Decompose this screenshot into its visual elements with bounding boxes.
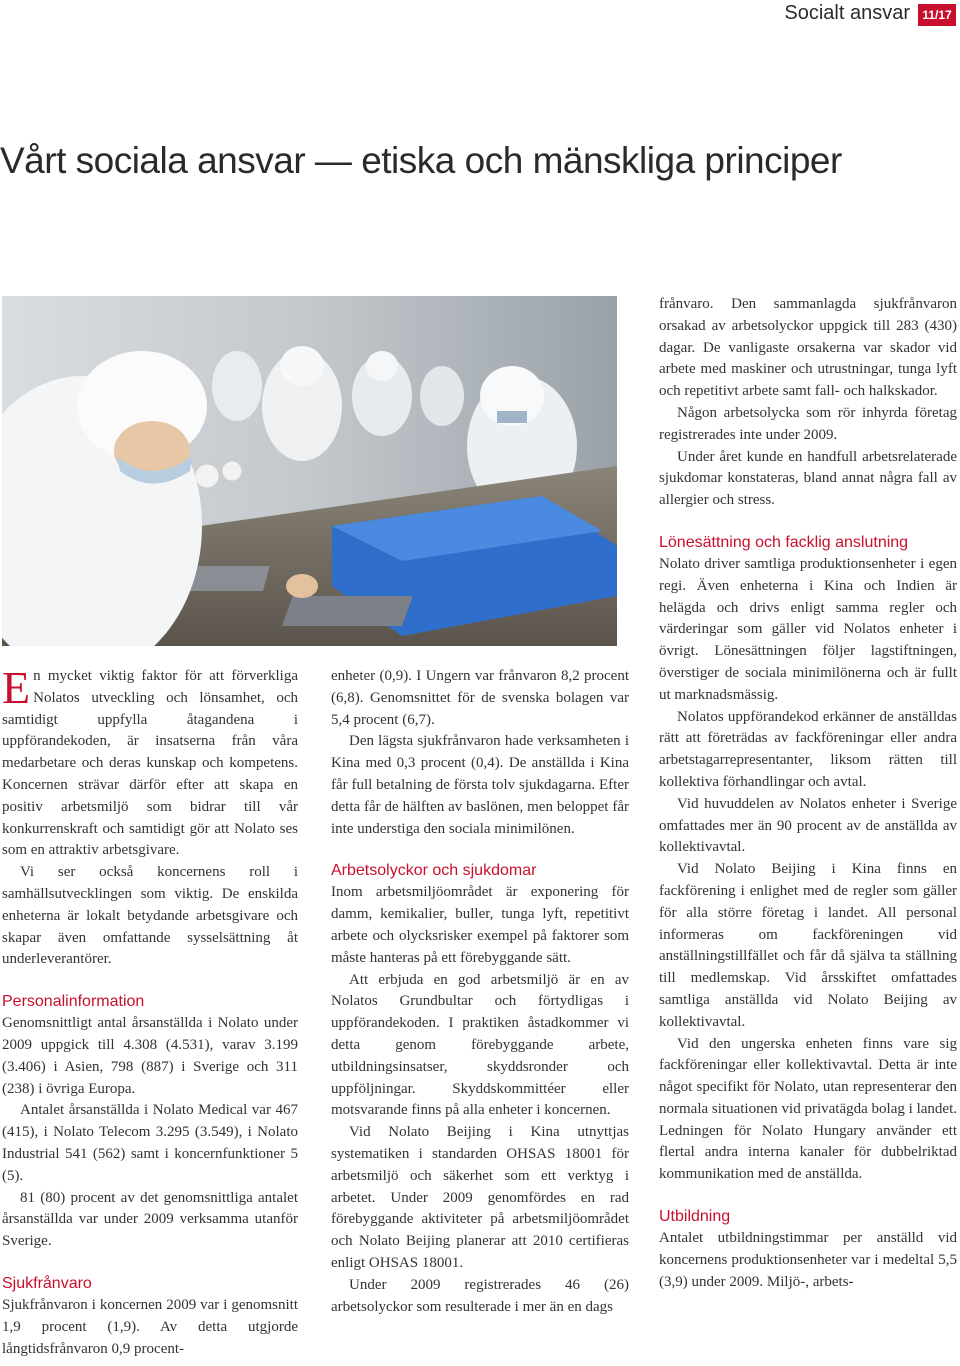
page-header	[0, 0, 960, 32]
paragraph: Vid Nolato Beijing i Kina utnyttjas systematiken i standarden OHSAS 18001 för arbetsmiljö och säkerhet som ett verktyg i arbetet. Under 2009 genomfördes en rad förebyggande aktiviteter på arbetsmiljöområdet och Nolato Beijing planerar att 2010 certifieras enligt OHSAS 18001.	[331, 1124, 629, 1271]
heading-sjukfranvaro: Sjukfrånvaro	[2, 1274, 92, 1292]
column-2	[331, 666, 629, 1318]
paragraph: Vid Nolato Beijing i Kina finns en fackförening i enlighet med de regler som gäller för alla större företag i landet. All personal informeras om fackföreningen vid anställningstillfället och får då själva ta ställning till medlemskap. Vid årsskiftet omfattades samtliga anställda vid Nolato Beijing av kollektivavtal.	[659, 861, 957, 1030]
paragraph: Den lägsta sjukfrånvaron hade verksamheten i Kina med 0,3 procent (0,4). De anställda i Kina får full betalning de första tolv sjukdagarna. Efter detta får de hälften av baslönen, men beloppet får inte understiga den sociala minimilönen.	[331, 733, 629, 837]
paragraph: Under året kunde en handfull arbetsrelaterade sjukdomar konstateras, bland annat några fall av allergier och stress.	[659, 448, 957, 509]
paragraph: Nolato driver samtliga produktionsenheter i egen regi. Även enheterna i Kina och Indien är helägda och drivs enligt samma regler och värderingar som gäller vid Nolatos enheter i övrigt. Lönesättningen följer lagstiftningen, överstiger de sociala minimilönerna och är fullt ut marknadsmässig.	[659, 555, 957, 703]
paragraph: Vi ser också koncernens roll i samhällsutvecklingen som viktig. De enskilda enheterna är lokalt betydande arbetsgivare och skapar även omfattande sysselsättning åt underleverantörer.	[2, 864, 298, 968]
paragraph: Någon arbetsolycka som rör inhyrda företag registrerades inte under 2009.	[659, 404, 957, 443]
column-3	[659, 294, 957, 1293]
paragraph: Antalet utbildningstimmar per anställd vid koncernens produktionsenheter var i medeltal 5,5 (3,9) under 2009. Miljö-, arbets-	[659, 1230, 957, 1290]
factory-workers-photo	[2, 296, 617, 646]
paragraph: Genomsnittligt antal årsanställda i Nolato under 2009 uppgick till 4.308 (4.531), varav 3.199 (3.406) i Asien, 798 (887) i Sverige och 311 (238) i övriga Europa.	[2, 1015, 298, 1097]
paragraph: Sjukfrånvaron i koncernen 2009 var i genomsnitt 1,9 procent (1,9). Av detta utgjorde långtidsfrånvaron 0,9 procent-	[2, 1296, 298, 1357]
heading-lonesattning: Lönesättning och facklig anslutning	[659, 533, 909, 551]
page-title: Vårt sociala ansvar — etiska och mänskliga principer	[0, 140, 842, 181]
paragraph: 81 (80) procent av det genomsnittliga antalet årsanställda var under 2009 verksamma utanför Sverige.	[2, 1189, 298, 1250]
page-number-badge: 11/17	[918, 4, 956, 26]
column-1	[2, 662, 298, 1360]
heading-utbildning: Utbildning	[659, 1208, 731, 1226]
paragraph: enheter (0,9). I Ungern var frånvaron 8,2 procent (6,8). Genomsnittet för de svenska bolagen var 5,4 procent (6,7).	[331, 668, 629, 728]
paragraph: Nolatos uppförandekod erkänner de anställdas rätt att företrädas av fackföreningar eller andra arbetstagarrepresentanter, liksom rätten till kollektiva förhandlingar och avtal.	[659, 708, 957, 790]
paragraph: Vid huvuddelen av Nolatos enheter i Sverige omfattades mer än 90 procent av de anställda av kollektivavtal.	[659, 795, 957, 856]
paragraph: Under 2009 registrerades 46 (26) arbetsolyckor som resulterade i mer än en dags	[331, 1276, 629, 1315]
heading-personalinformation: Personalinformation	[2, 993, 145, 1011]
paragraph: Inom arbetsmiljöområdet är exponering för damm, kemikalier, buller, tunga lyft, repetitivt arbete och olycksrisker exempel på faktorer som måste hanteras på ett förebyggande sätt.	[331, 884, 629, 966]
paragraph: Att erbjuda en god arbetsmiljö är en av Nolatos Grundbultar och förtydligas i uppförandekoden. I praktiken åstadkommer vi detta genom förebyggande arbete, utbildningsinsatser, skyddsronder och uppföljningar. Skyddskommittéer eller motsvarande finns på alla enheter i koncernen.	[331, 971, 629, 1119]
section-name: Socialt ansvar	[784, 2, 910, 24]
heading-arbetsolyckor: Arbetsolyckor och sjukdomar	[331, 862, 537, 880]
drop-cap: E	[2, 662, 31, 713]
intro-paragraph: En mycket viktig faktor för att förverkliga Nolatos utveckling och lönsamhet, och samtidigt uppfylla åtagandena i uppförandekoden, är insatserna från våra medarbetare och deras kunskap och kompetens. Koncernen strävar därför efter att skapa en positiv arbetsmiljö som bidrar till vår konkurrenskraft och samtidigt gör att Nolato ses som en attraktiv arbetsgivare.	[2, 662, 298, 859]
paragraph: Vid den ungerska enheten finns vare sig fackföreningar eller kollektivavtal. Detta är inte något specifikt för Nolato, utan representerar den normala situationen vid privatägda bolag i landet. Ledningen för Nolato Hungary använder ett flertal andra interna kanaler för dubbelriktad kommunikation med de anställda.	[659, 1035, 957, 1183]
photo-illustration	[2, 296, 617, 646]
paragraph: frånvaro. Den sammanlagda sjukfrånvaron orsakad av arbetsolyckor uppgick till 283 (430) dagar. De vanligaste orsakerna var skador vid arbete med maskiner och utrustningar, tunga lyft och repetitivt arbete samt fall- och halkskador.	[659, 296, 957, 400]
paragraph: Antalet årsanställda i Nolato Medical var 467 (415), i Nolato Telecom 3.295 (3.549), i Nolato Industrial 541 (562) samt i koncernfunktioner 5 (5).	[2, 1102, 298, 1184]
